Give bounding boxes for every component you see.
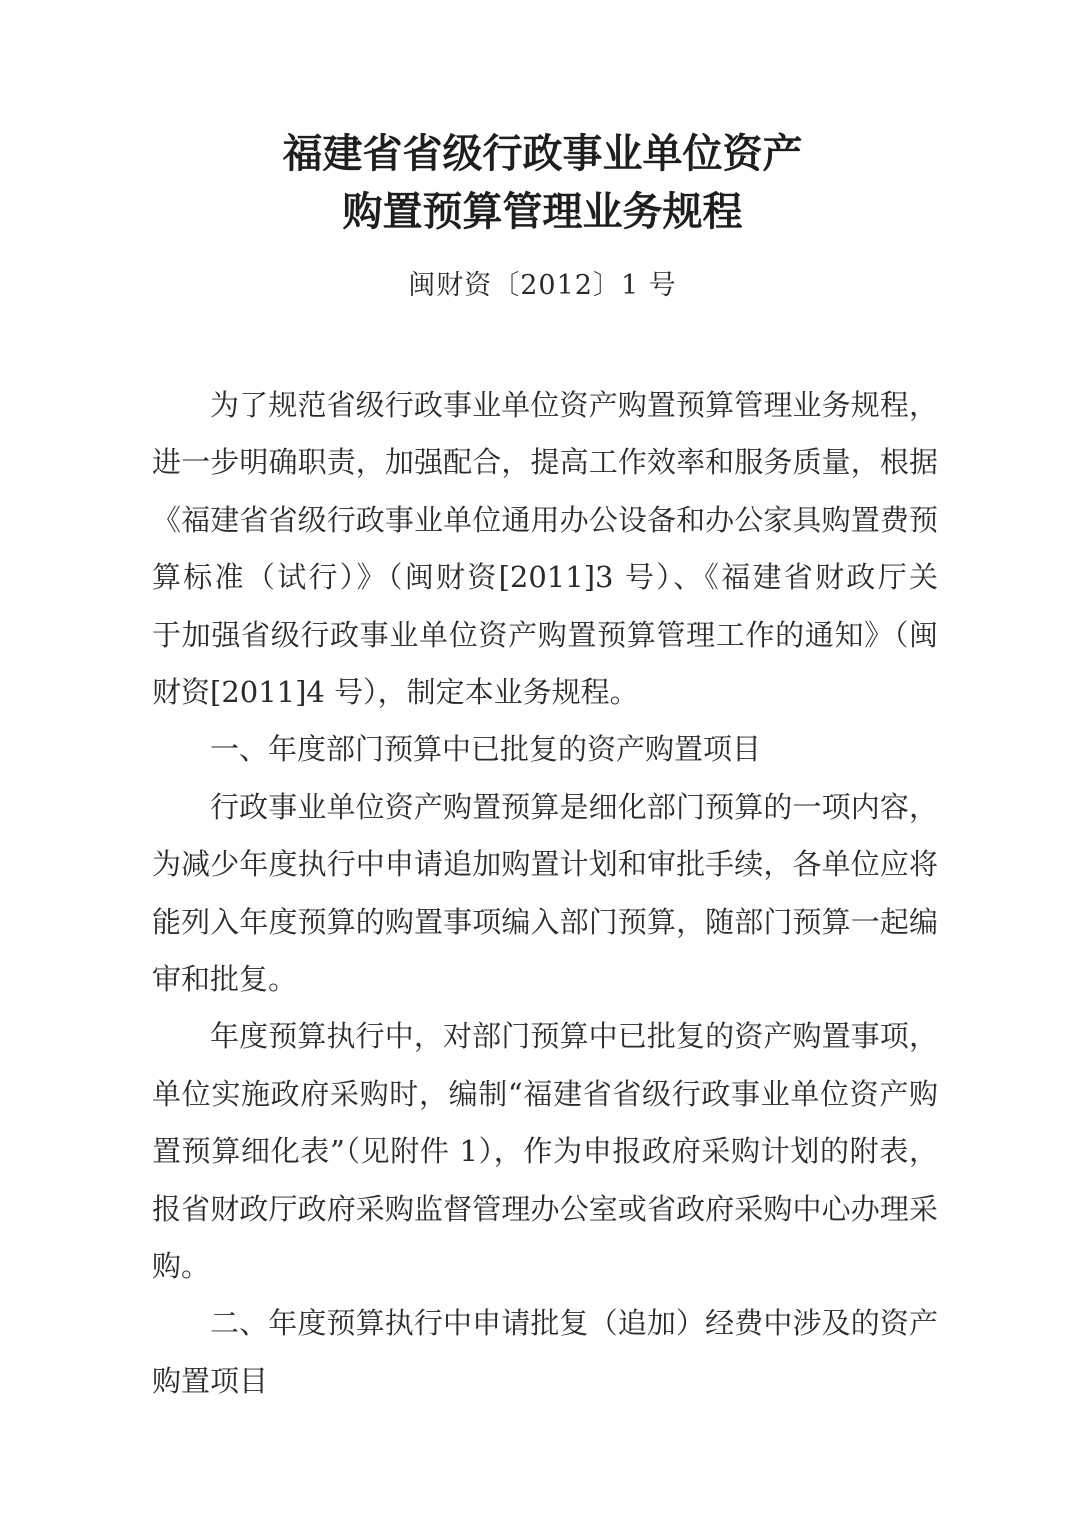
document-number: 闽财资〔2012〕1 号 (408, 270, 677, 301)
body-text-line: 能列入年度预算的购置事项编入部门预算，随部门预算一起编 (152, 904, 938, 939)
body-text-line: 报省财政厅政府采购监督管理办公室或省政府采购中心办理采 (152, 1191, 938, 1226)
body-text-line: 进一步明确职责，加强配合，提高工作效率和服务质量，根据 (152, 445, 938, 480)
body-text-line: 财资[2011]4 号），制定本业务规程。 (152, 675, 639, 709)
body-text-line: 算标准（试行）》（闽财资[2011]3 号）、《福建省财政厅关 (152, 560, 938, 595)
body-text-line: 单位实施政府采购时，编制“福建省省级行政事业单位资产购 (152, 1076, 938, 1111)
body-text-line: 为减少年度执行中申请追加购置计划和审批手续，各单位应将 (152, 847, 938, 882)
body-text-line: 审和批复。 (152, 962, 298, 996)
body-text-line: 年度预算执行中，对部门预算中已批复的资产购置事项， (210, 1019, 938, 1054)
body-text-line: 购置项目 (152, 1363, 269, 1398)
body-text-line: 购。 (152, 1249, 211, 1283)
document-title-line-1: 福建省省级行政事业单位资产 (282, 130, 803, 177)
body-text-line: 《福建省省级行政事业单位通用办公设备和办公家具购置费预 (152, 502, 938, 537)
body-text-line: 二、年度预算执行中申请批复（追加）经费中涉及的资产 (210, 1306, 938, 1341)
body-text-line: 于加强省级行政事业单位资产购置预算管理工作的通知》（闽 (152, 617, 938, 652)
document-title-line-2: 购置预算管理业务规程 (342, 188, 743, 235)
body-text-line: 为了规范省级行政事业单位资产购置预算管理业务规程， (210, 388, 938, 422)
body-text-line: 一、年度部门预算中已批复的资产购置项目 (210, 732, 762, 767)
body-text-line: 行政事业单位资产购置预算是细化部门预算的一项内容， (210, 789, 938, 824)
body-text-line: 置预算细化表”（见附件 1），作为申报政府采购计划的附表， (152, 1134, 938, 1169)
